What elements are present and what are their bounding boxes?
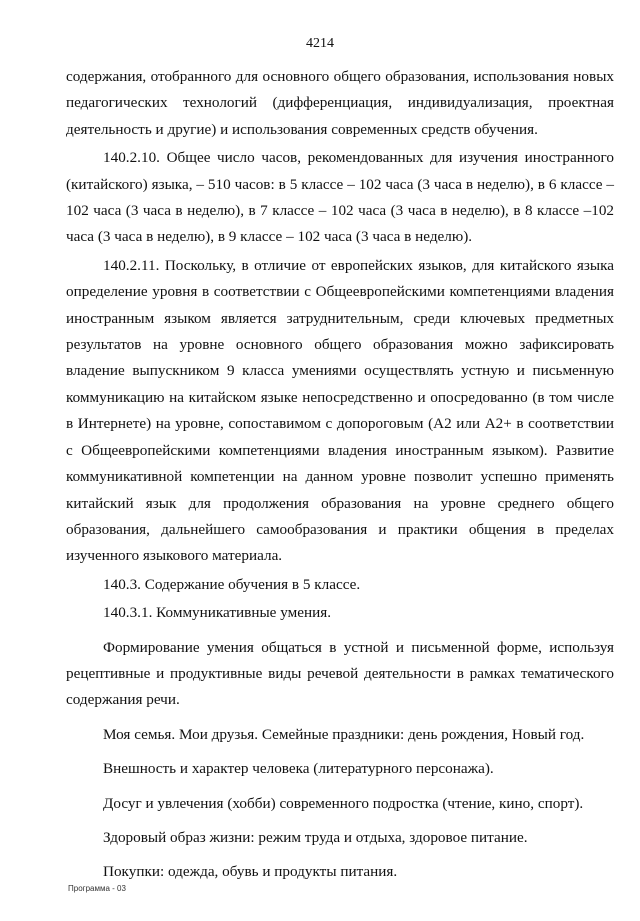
paragraph-communication-skills: Формирование умения общаться в устной и письменной форме, используя рецептивные и продуктивные виды речевой деятельности в рамках тематического содержания речи.	[66, 638, 614, 709]
paragraph-140-2-10: 140.2.10. Общее число часов, рекомендованных для изучения иностранного (китайского) языка, – 510 часов: в 5 классе – 102 часа (3 часа в неделю), в 6 классе –102 часа (3 часа в неделю), в 7 классе – 102 часа (3 часа в неделю), в 8 классе –102 часа (3 часа в неделю), в 9 классе – 102 часа (3 часа в неделю).	[66, 149, 614, 246]
paragraph-continuation: содержания, отобранного для основного общего образования, использования новых педагогических технологий (дифференциация, индивидуализация, проектная деятельность и другие) и использования современных средств обучения.	[66, 68, 614, 138]
topic-family: Моя семья. Мои друзья. Семейные праздники: день рождения, Новый год.	[103, 725, 585, 743]
subsection-heading-140-3-1: 140.3.1. Коммуникативные умения.	[103, 604, 331, 622]
paragraph-140-2-11: 140.2.11. Поскольку, в отличие от европейских языков, для китайского языка определение уровня в соответствии с Общеевропейскими компетенциями владения иностранным языком является затруднительным, среди ключевых предметных результатов на уровне основного общего образования можно зафиксировать владение выпускником 9 класса умениями осуществлять устную и письменную коммуникацию на китайском языке непосредственно и опосредованно (в том числе в Интернете) на уровне, сопоставимом с допороговым (А2 или А2+ в соответствии с Общеевропейскими компетенциями владения иностранным языком). Развитие коммуникативной компетенции на данном уровне позволит успешно применять китайский язык для продолжения образования на уровне среднего общего образования, дальнейшего самообразования и практики общения в пределах изученного языкового материала.	[66, 256, 614, 565]
section-heading-140-3: 140.3. Содержание обучения в 5 классе.	[103, 575, 361, 593]
topic-healthy-lifestyle: Здоровый образ жизни: режим труда и отдыха, здоровое питание.	[103, 828, 528, 846]
footer-program-label: Программа - 03	[68, 884, 126, 893]
topic-shopping: Покупки: одежда, обувь и продукты питания.	[103, 863, 398, 881]
document-body	[66, 64, 614, 886]
topic-leisure: Досуг и увлечения (хобби) современного подростка (чтение, кино, спорт).	[103, 794, 584, 812]
page-number: 4214	[306, 36, 334, 51]
topic-appearance: Внешность и характер человека (литературного персонажа).	[103, 760, 494, 778]
